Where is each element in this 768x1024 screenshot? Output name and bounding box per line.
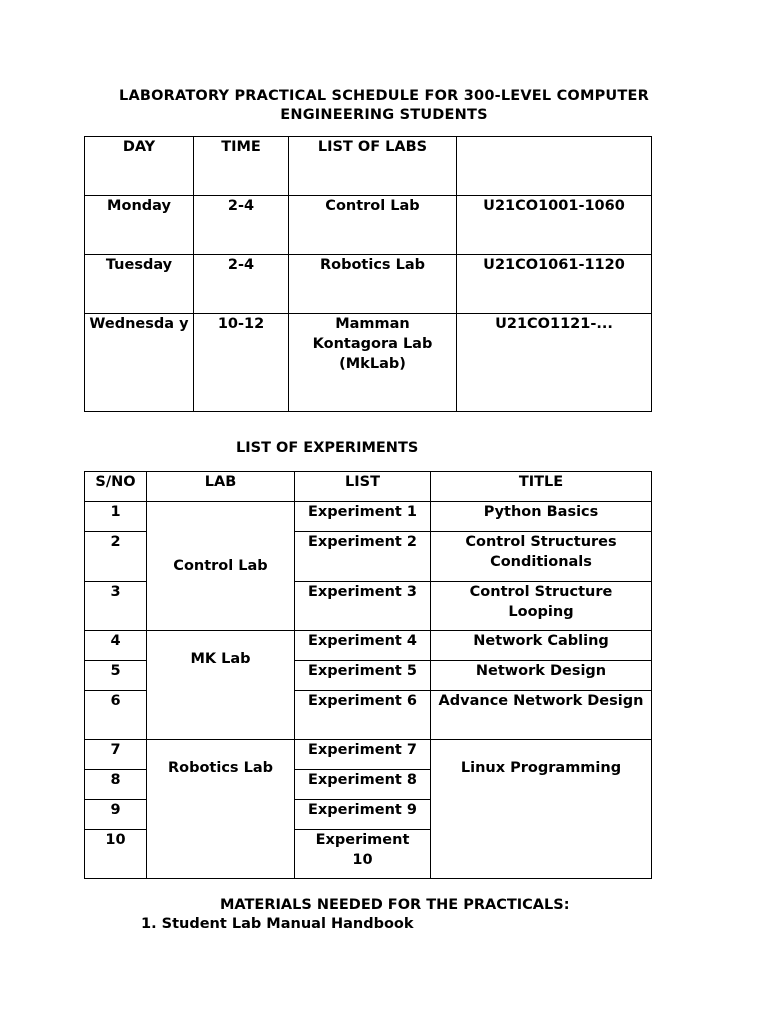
day-cell: Tuesday <box>85 255 194 314</box>
lab-cell: Mamman Kontagora Lab (MkLab) <box>289 314 457 412</box>
table-row <box>85 314 652 412</box>
title-cell: Network Cabling <box>431 631 652 661</box>
experiment-cell: Experiment 2 <box>295 532 431 582</box>
time-cell: 2-4 <box>194 196 289 255</box>
sno-cell: 6 <box>85 691 147 740</box>
materials-list-item: 1. Student Lab Manual Handbook <box>141 916 414 932</box>
experiment-cell: Experiment 9 <box>295 800 431 830</box>
sno-cell: 8 <box>85 770 147 800</box>
header-day: DAY <box>85 137 194 196</box>
time-cell: 10-12 <box>194 314 289 412</box>
time-cell: 2-4 <box>194 255 289 314</box>
header-list: LIST <box>295 472 431 502</box>
experiment-cell: Experiment 7 <box>295 740 431 770</box>
sno-cell: 1 <box>85 502 147 532</box>
sno-cell: 9 <box>85 800 147 830</box>
header-sno: S/NO <box>85 472 147 502</box>
header-list-of-labs: LIST OF LABS <box>289 137 457 196</box>
sno-cell: 4 <box>85 631 147 661</box>
day-cell: Wednesda y <box>85 314 194 412</box>
experiment-cell: Experiment 3 <box>295 582 431 631</box>
table-row <box>85 631 652 661</box>
lab-group-cell: MK Lab <box>147 631 295 740</box>
lab-group-cell: Robotics Lab <box>147 740 295 879</box>
materials-heading: MATERIALS NEEDED FOR THE PRACTICALS: <box>220 897 570 913</box>
experiment-cell: Experiment 8 <box>295 770 431 800</box>
table-row <box>85 740 652 770</box>
table-row <box>85 255 652 314</box>
title-cell: Control Structures Conditionals <box>431 532 652 582</box>
experiment-cell: Experiment 10 <box>295 830 431 879</box>
sno-cell: 5 <box>85 661 147 691</box>
experiment-cell: Experiment 6 <box>295 691 431 740</box>
experiments-heading: LIST OF EXPERIMENTS <box>236 440 419 456</box>
title-cell: Advance Network Design <box>431 691 652 740</box>
table-header-row <box>85 137 652 196</box>
sno-cell: 3 <box>85 582 147 631</box>
experiment-cell: Experiment 1 <box>295 502 431 532</box>
header-lab: LAB <box>147 472 295 502</box>
experiments-table <box>84 471 652 879</box>
header-title: TITLE <box>431 472 652 502</box>
table-header-row <box>85 472 652 502</box>
title-cell: Linux Programming <box>431 740 652 879</box>
sno-cell: 10 <box>85 830 147 879</box>
sno-cell: 7 <box>85 740 147 770</box>
lab-group-cell: Control Lab <box>147 502 295 631</box>
header-empty <box>457 137 652 196</box>
title-cell: Network Design <box>431 661 652 691</box>
experiment-cell: Experiment 5 <box>295 661 431 691</box>
matric-range-cell: U21CO1121-... <box>457 314 652 412</box>
title-cell: Control Structure Looping <box>431 582 652 631</box>
matric-range-cell: U21CO1001-1060 <box>457 196 652 255</box>
lab-cell: Robotics Lab <box>289 255 457 314</box>
table-row <box>85 502 652 532</box>
lab-cell: Control Lab <box>289 196 457 255</box>
day-cell: Monday <box>85 196 194 255</box>
schedule-table <box>84 136 652 412</box>
header-time: TIME <box>194 137 289 196</box>
sno-cell: 2 <box>85 532 147 582</box>
title-cell: Python Basics <box>431 502 652 532</box>
table-row <box>85 196 652 255</box>
document-title: LABORATORY PRACTICAL SCHEDULE FOR 300-LEVEL COMPUTER ENGINEERING STUDENTS <box>119 88 649 123</box>
matric-range-cell: U21CO1061-1120 <box>457 255 652 314</box>
experiment-cell: Experiment 4 <box>295 631 431 661</box>
